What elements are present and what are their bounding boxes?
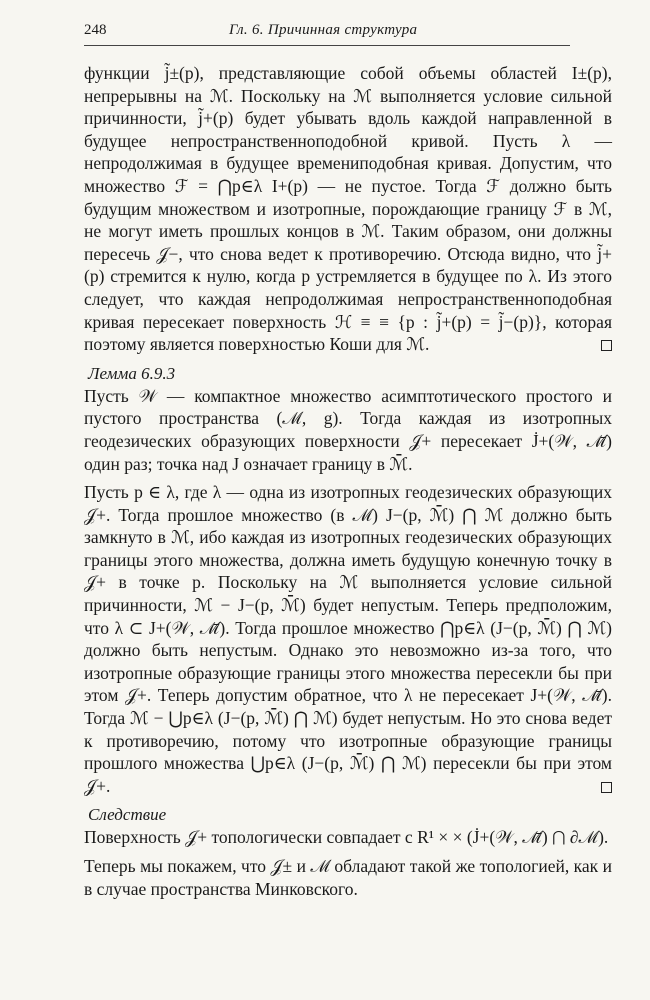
page-body xyxy=(84,62,612,900)
corollary-statement: Поверхность 𝒥+ топологически совпадает с R¹ × × (J̇+(𝒲, ℳ̄) ⋂ ∂ℳ). xyxy=(84,827,609,848)
proof-text: Пусть p ∈ λ, где λ — одна из изотропных геодезических образующих 𝒥+. Тогда прошлое множество (в ℳ) J−(p, ℳ̄) ⋂ ℳ должно быть замкнуто в ℳ, ибо каждая из изотропных геодезических образующих границы этого множества, должна иметь будущую конечную точку в 𝒥+ в точке p. Поскольку на ℳ выполняется условие сильной причинности, ℳ − J−(p, ℳ̄) будет непустым. Теперь предположим, что λ ⊂ J+(𝒲, ℳ̄). Тогда прошлое множество ⋂p∈λ (J−(p, ℳ̄) ⋂ ℳ) должно быть непустым. Однако это невозможно из-за того, что изотропные образующие границы этого множества пересекли бы при этом 𝒥+. Теперь допустим обратное, что λ не пересекает J+(𝒲, ℳ̄). Тогда ℳ − ⋃p∈λ (J−(p, ℳ̄) ⋂ ℳ) будет непустым. Но это снова ведет к противоречию, потому что изотропные образующие границы прошлого множества ⋃p∈λ (J−(p, ℳ̄) ⋂ ℳ) пересекли бы при этом 𝒥+. xyxy=(84,482,612,796)
page-header xyxy=(84,22,570,44)
lemma-heading: Лемма 6.9.3 xyxy=(88,363,176,383)
lemma-statement: Пусть 𝒲 — компактное множество асимптотического простого и пустого пространства (ℳ, g). Тогда каждая из изотропных геодезических образующих поверхности 𝒥+ пересекает J̇+(𝒲, ℳ̄) один раз; точка над J означает границу в ℳ̄. xyxy=(84,385,612,474)
paragraph-intro xyxy=(84,62,612,356)
qed-symbol xyxy=(601,340,612,351)
corollary-heading: Следствие xyxy=(88,805,167,825)
final-paragraph: Теперь мы покажем, что 𝒥± и ℳ обладают такой же топологией, как и в случае пространства Минковского. xyxy=(84,856,612,899)
intro-text: функции j̃±(p), представляющие собой объемы областей I±(p), непрерывны на ℳ. Поскольку на ℳ выполняется условие сильной причинности, j̃+(p) будет убывать вдоль каждой направленной в будущее непространственноподобной кривой. Пусть λ — непродолжимая в будущее времениподобная кривая. Допустим, что множество ℱ = ⋂p∈λ I+(p) — не пустое. Тогда ℱ должно быть будущим множеством и изотропные, порождающие границу ℱ в ℳ, не могут иметь прошлых концов в ℳ. Таким образом, они должны пересечь 𝒥−, что снова ведет к противоречию. Отсюда видно, что j̃+(p) стремится к нулю, когда p устремляется в будущее по λ. Из этого следует, что каждая непродолжимая непространственноподобная кривая пересекает поверхность ℋ ≡ ≡ {p : j̃+(p) = j̃−(p)}, которая поэтому является поверхностью Коши для ℳ. xyxy=(84,63,612,355)
proof-paragraph xyxy=(84,481,612,797)
running-title: Гл. 6. Причинная структура xyxy=(229,22,418,38)
page-number: 248 xyxy=(84,22,107,38)
qed-symbol xyxy=(601,782,612,793)
header-rule xyxy=(84,45,570,46)
